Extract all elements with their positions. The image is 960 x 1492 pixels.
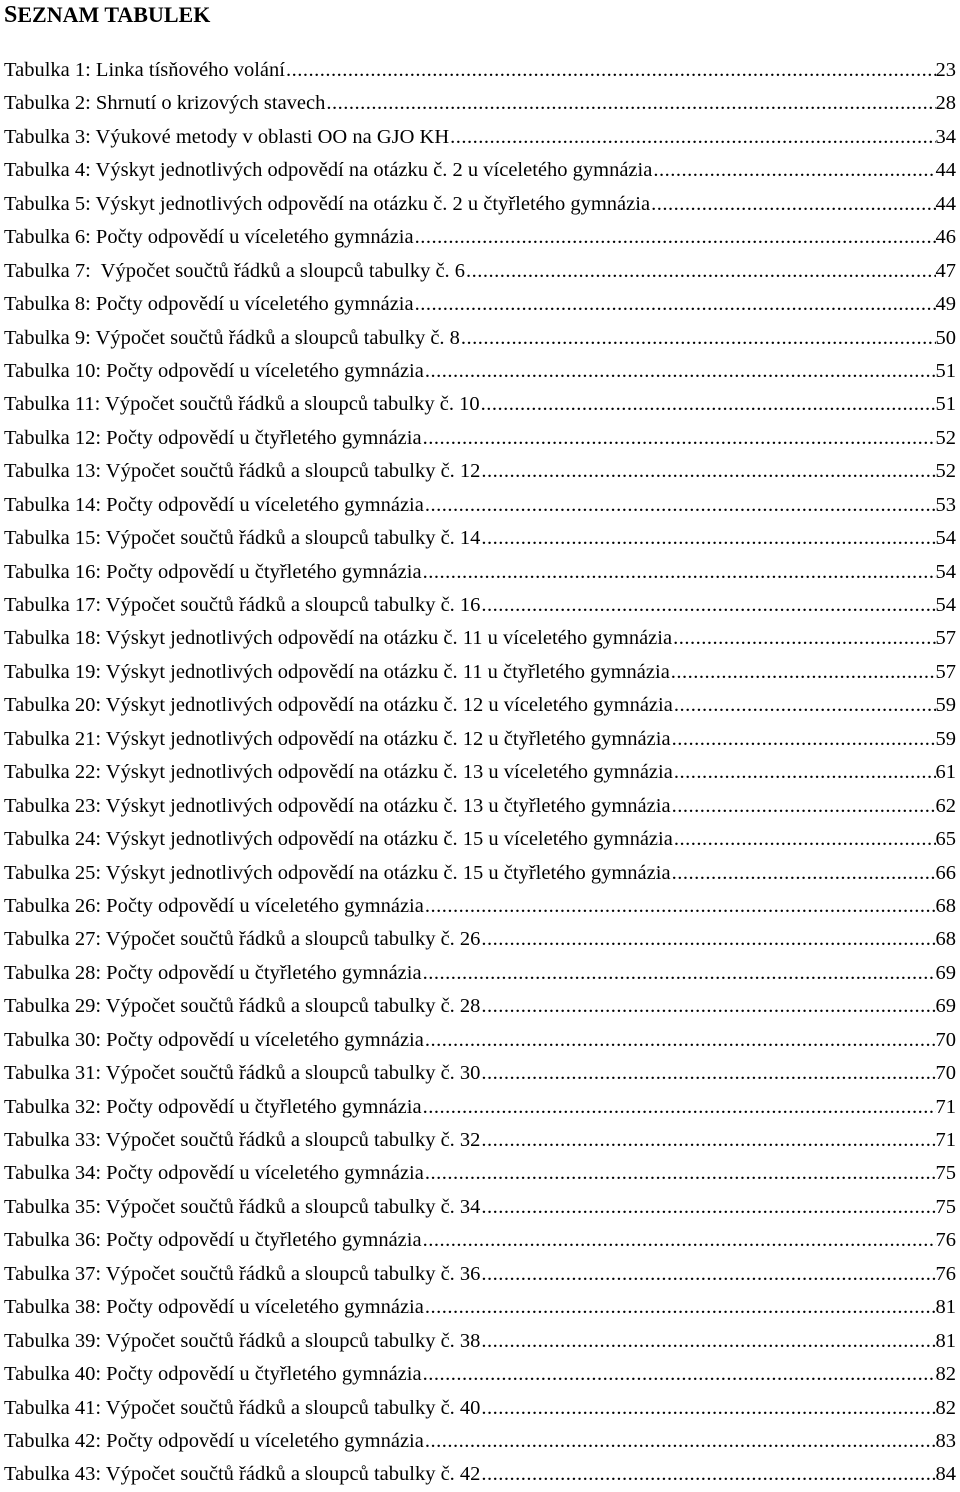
toc-entry-label: Tabulka 5: Výskyt jednotlivých odpovědí na otázku č. 2 u čtyřletého gymnázia <box>4 192 651 215</box>
dot-leader <box>480 589 935 622</box>
toc-entry[interactable] <box>4 388 956 421</box>
dot-leader <box>673 689 936 722</box>
toc-entry-page-number: 62 <box>935 794 956 817</box>
toc-entry[interactable] <box>4 923 956 956</box>
toc-entry-label: Tabulka 29: Výpočet součtů řádků a sloupců tabulky č. 28 <box>4 995 481 1018</box>
toc-entry-page-number: 68 <box>935 928 956 951</box>
dot-leader <box>480 1392 935 1425</box>
toc-entry-page-number: 23 <box>935 59 956 81</box>
toc-entry-label: Tabulka 17: Výpočet součtů řádků a sloupců tabulky č. 16 <box>4 594 481 616</box>
toc-entry[interactable] <box>4 589 956 622</box>
toc-entry-label: Tabulka 27: Výpočet součtů řádků a sloupců tabulky č. 26 <box>4 928 481 951</box>
toc-entry-label: Tabulka 22: Výskyt jednotlivých odpovědí na otázku č. 13 u víceletého gymnázia <box>4 761 673 784</box>
toc-entry-page-number: 82 <box>935 1363 956 1386</box>
dot-leader <box>480 1458 935 1491</box>
toc-entry-page-number: 84 <box>935 1463 956 1486</box>
toc-entry-page-number: 47 <box>935 259 956 282</box>
toc-entry[interactable] <box>4 322 956 355</box>
toc-entry[interactable] <box>4 154 956 187</box>
toc-entry-label: Tabulka 43: Výpočet součtů řádků a sloupců tabulky č. 42 <box>4 1463 481 1486</box>
toc-entry[interactable] <box>4 1024 956 1057</box>
dot-leader <box>480 455 935 488</box>
toc-entry-label: Tabulka 26: Počty odpovědí u víceletého gymnázia <box>4 894 424 917</box>
toc-entry-page-number: 66 <box>935 861 956 884</box>
dot-leader <box>480 1124 935 1157</box>
toc-entry-label: Tabulka 7: Výpočet součtů řádků a sloupců tabulky č. 6 <box>4 259 466 282</box>
toc-entry-page-number: 34 <box>935 125 956 148</box>
toc-entry-label: Tabulka 34: Počty odpovědí u víceletého gymnázia <box>4 1162 424 1185</box>
toc-entry-label: Tabulka 16: Počty odpovědí u čtyřletého gymnázia <box>4 560 422 583</box>
toc-entry-page-number: 44 <box>935 159 956 182</box>
toc-entry-page-number: 83 <box>935 1429 956 1452</box>
toc-entry-label: Tabulka 24: Výskyt jednotlivých odpovědí na otázku č. 15 u víceletého gymnázia <box>4 828 673 851</box>
toc-entry-label: Tabulka 21: Výskyt jednotlivých odpovědí na otázku č. 12 u čtyřletého gymnázia <box>4 727 671 750</box>
dot-leader <box>325 87 935 120</box>
toc-entry[interactable] <box>4 1358 956 1391</box>
dot-leader <box>650 188 935 221</box>
toc-entry-label: Tabulka 6: Počty odpovědí u víceletého gymnázia <box>4 226 414 249</box>
toc-entry-label: Tabulka 19: Výskyt jednotlivých odpovědí na otázku č. 11 u čtyřletého gymnázia <box>4 660 670 683</box>
toc-entry[interactable] <box>4 689 956 722</box>
dot-leader <box>480 1191 935 1224</box>
toc-entry-label: Tabulka 35: Výpočet součtů řádků a sloupců tabulky č. 34 <box>4 1195 481 1218</box>
toc-entry[interactable] <box>4 355 956 388</box>
dot-leader <box>422 957 936 990</box>
toc-entry[interactable] <box>4 1157 956 1190</box>
toc-entry-page-number: 51 <box>935 393 956 416</box>
toc-entry-page-number: 57 <box>935 660 956 683</box>
toc-entry[interactable] <box>4 422 956 455</box>
toc-entry-label: Tabulka 8: Počty odpovědí u víceletého gymnázia <box>4 293 414 316</box>
toc-entry[interactable] <box>4 790 956 823</box>
toc-entry-label: Tabulka 42: Počty odpovědí u víceletého gymnázia <box>4 1429 424 1452</box>
dot-leader <box>480 522 935 555</box>
toc-entry-label: Tabulka 12: Počty odpovědí u čtyřletého gymnázia <box>4 426 422 449</box>
dot-leader <box>671 723 936 756</box>
toc-entry[interactable] <box>4 87 956 120</box>
dot-leader <box>671 790 936 823</box>
toc-entry-label: Tabulka 20: Výskyt jednotlivých odpovědí na otázku č. 12 u víceletého gymnázia <box>4 694 673 717</box>
toc-entry-page-number: 59 <box>935 727 956 750</box>
toc-entry-page-number: 28 <box>935 92 956 115</box>
toc-entry-label: Tabulka 36: Počty odpovědí u čtyřletého gymnázia <box>4 1229 422 1252</box>
dot-leader <box>422 1358 936 1391</box>
dot-leader <box>671 857 936 890</box>
toc-entry-page-number: 54 <box>935 560 956 583</box>
toc-entry-page-number: 70 <box>935 1062 956 1085</box>
toc-entry-page-number: 75 <box>935 1195 956 1218</box>
dot-leader <box>424 489 936 522</box>
toc-entry-label: Tabulka 37: Výpočet součtů řádků a sloupců tabulky č. 36 <box>4 1262 481 1285</box>
toc-entry[interactable] <box>4 890 956 923</box>
dot-leader <box>424 1157 936 1190</box>
toc-entry-label: Tabulka 2: Shrnutí o krizových stavech <box>4 92 326 115</box>
toc-entry-label: Tabulka 23: Výskyt jednotlivých odpovědí na otázku č. 13 u čtyřletého gymnázia <box>4 794 671 817</box>
dot-leader <box>672 622 935 655</box>
toc-entry-label: Tabulka 18: Výskyt jednotlivých odpovědí na otázku č. 11 u víceletého gymnázia <box>4 627 673 650</box>
dot-leader <box>480 388 936 421</box>
toc-entry-label: Tabulka 33: Výpočet součtů řádků a sloupců tabulky č. 32 <box>4 1129 481 1151</box>
dot-leader <box>465 255 935 288</box>
toc-entry[interactable] <box>4 54 956 87</box>
toc-entry-page-number: 71 <box>935 1129 956 1151</box>
toc-entry-label: Tabulka 15: Výpočet součtů řádků a sloupců tabulky č. 14 <box>4 527 481 550</box>
toc-entry[interactable] <box>4 121 956 154</box>
toc-entry-label: Tabulka 25: Výskyt jednotlivých odpovědí na otázku č. 15 u čtyřletého gymnázia <box>4 861 671 884</box>
toc-entry-page-number: 68 <box>935 894 956 917</box>
dot-leader <box>480 990 935 1023</box>
dot-leader <box>424 1024 936 1057</box>
dot-leader <box>285 54 936 87</box>
toc-entry[interactable] <box>4 1392 956 1425</box>
dot-leader <box>414 288 936 321</box>
toc-entry-page-number: 53 <box>935 493 956 516</box>
dot-leader <box>414 221 936 254</box>
dot-leader <box>424 1291 936 1324</box>
dot-leader <box>652 154 935 187</box>
toc-entry-label: Tabulka 31: Výpočet součtů řádků a sloupců tabulky č. 30 <box>4 1062 481 1085</box>
toc-entry-label: Tabulka 41: Výpočet součtů řádků a sloupců tabulky č. 40 <box>4 1396 481 1419</box>
toc-entry-label: Tabulka 14: Počty odpovědí u víceletého gymnázia <box>4 493 424 516</box>
toc-entry[interactable] <box>4 221 956 254</box>
toc-entry-page-number: 49 <box>935 293 956 316</box>
toc-entry-page-number: 52 <box>935 460 956 483</box>
dot-leader <box>422 556 936 589</box>
dot-leader <box>424 355 936 388</box>
toc-entry-page-number: 75 <box>935 1162 956 1185</box>
toc-entry[interactable] <box>4 656 956 689</box>
toc-entry-label: Tabulka 38: Počty odpovědí u víceletého gymnázia <box>4 1296 424 1319</box>
toc-entry[interactable] <box>4 957 956 990</box>
dot-leader <box>424 1425 936 1458</box>
toc-entry[interactable] <box>4 1191 956 1224</box>
toc-entry-page-number: 82 <box>935 1396 956 1419</box>
toc-entry-label: Tabulka 32: Počty odpovědí u čtyřletého gymnázia <box>4 1095 422 1118</box>
toc-entry-label: Tabulka 28: Počty odpovědí u čtyřletého gymnázia <box>4 961 422 984</box>
toc-entry-page-number: 50 <box>935 326 956 349</box>
toc-entry-page-number: 44 <box>935 192 956 215</box>
toc-entry-page-number: 69 <box>935 961 956 984</box>
toc-entry[interactable] <box>4 1057 956 1090</box>
toc-entry-label: Tabulka 3: Výukové metody v oblasti OO na GJO KH <box>4 125 450 148</box>
dot-leader <box>422 1091 936 1124</box>
toc-entry-label: Tabulka 4: Výskyt jednotlivých odpovědí na otázku č. 2 u víceletého gymnázia <box>4 159 653 182</box>
toc-entry[interactable] <box>4 756 956 789</box>
toc-entry[interactable] <box>4 723 956 756</box>
toc-entry[interactable] <box>4 823 956 856</box>
toc-entry[interactable] <box>4 1425 956 1458</box>
page-title-initial: S <box>4 2 18 28</box>
table-list <box>4 54 956 1492</box>
dot-leader <box>673 756 936 789</box>
toc-entry-page-number: 70 <box>935 1028 956 1051</box>
toc-entry[interactable] <box>4 1124 956 1157</box>
toc-entry-page-number: 51 <box>935 359 956 382</box>
toc-entry[interactable] <box>4 455 956 488</box>
page-title-rest: EZNAM TABULEK <box>17 2 211 27</box>
toc-entry[interactable] <box>4 1224 956 1257</box>
toc-entry-label: Tabulka 9: Výpočet součtů řádků a sloupců tabulky č. 8 <box>4 326 460 349</box>
page-title <box>4 0 210 30</box>
toc-entry-page-number: 65 <box>935 828 956 851</box>
toc-entry[interactable] <box>4 1458 956 1491</box>
toc-entry-page-number: 57 <box>935 627 956 650</box>
toc-entry[interactable] <box>4 1325 956 1358</box>
dot-leader <box>480 1325 935 1358</box>
toc-entry-label: Tabulka 10: Počty odpovědí u víceletého gymnázia <box>4 359 424 382</box>
toc-entry[interactable] <box>4 288 956 321</box>
toc-entry-page-number: 81 <box>935 1296 956 1319</box>
toc-entry-label: Tabulka 30: Počty odpovědí u víceletého gymnázia <box>4 1028 424 1051</box>
toc-entry[interactable] <box>4 1091 956 1124</box>
dot-leader <box>480 1057 935 1090</box>
dot-leader <box>424 890 936 923</box>
toc-entry[interactable] <box>4 622 956 655</box>
dot-leader <box>449 121 935 154</box>
toc-entry-label: Tabulka 1: Linka tísňového volání <box>4 59 285 81</box>
dot-leader <box>422 422 936 455</box>
toc-entry-label: Tabulka 13: Výpočet součtů řádků a sloupců tabulky č. 12 <box>4 460 481 483</box>
toc-entry[interactable] <box>4 1291 956 1324</box>
toc-entry-page-number: 71 <box>935 1095 956 1118</box>
toc-entry-page-number: 69 <box>935 995 956 1018</box>
toc-entry[interactable] <box>4 990 956 1023</box>
dot-leader <box>480 923 935 956</box>
dot-leader <box>422 1224 936 1257</box>
toc-entry-page-number: 54 <box>935 527 956 550</box>
toc-entry-page-number: 54 <box>935 594 956 616</box>
toc-entry-page-number: 81 <box>935 1329 956 1352</box>
toc-entry-page-number: 76 <box>935 1229 956 1252</box>
dot-leader <box>480 1258 935 1291</box>
toc-entry[interactable] <box>4 188 956 221</box>
toc-entry[interactable] <box>4 522 956 555</box>
dot-leader <box>460 322 936 355</box>
toc-entry[interactable] <box>4 1258 956 1291</box>
toc-entry-page-number: 61 <box>935 761 956 784</box>
toc-entry[interactable] <box>4 489 956 522</box>
toc-entry[interactable] <box>4 556 956 589</box>
toc-entry[interactable] <box>4 255 956 288</box>
toc-entry-label: Tabulka 39: Výpočet součtů řádků a sloupců tabulky č. 38 <box>4 1329 481 1352</box>
toc-entry-label: Tabulka 11: Výpočet součtů řádků a sloupců tabulky č. 10 <box>4 393 480 416</box>
toc-entry-page-number: 46 <box>935 226 956 249</box>
dot-leader <box>670 656 936 689</box>
toc-entry-label: Tabulka 40: Počty odpovědí u čtyřletého gymnázia <box>4 1363 422 1386</box>
toc-entry[interactable] <box>4 857 956 890</box>
dot-leader <box>673 823 936 856</box>
toc-entry-page-number: 52 <box>935 426 956 449</box>
toc-entry-page-number: 59 <box>935 694 956 717</box>
toc-entry-page-number: 76 <box>935 1262 956 1285</box>
